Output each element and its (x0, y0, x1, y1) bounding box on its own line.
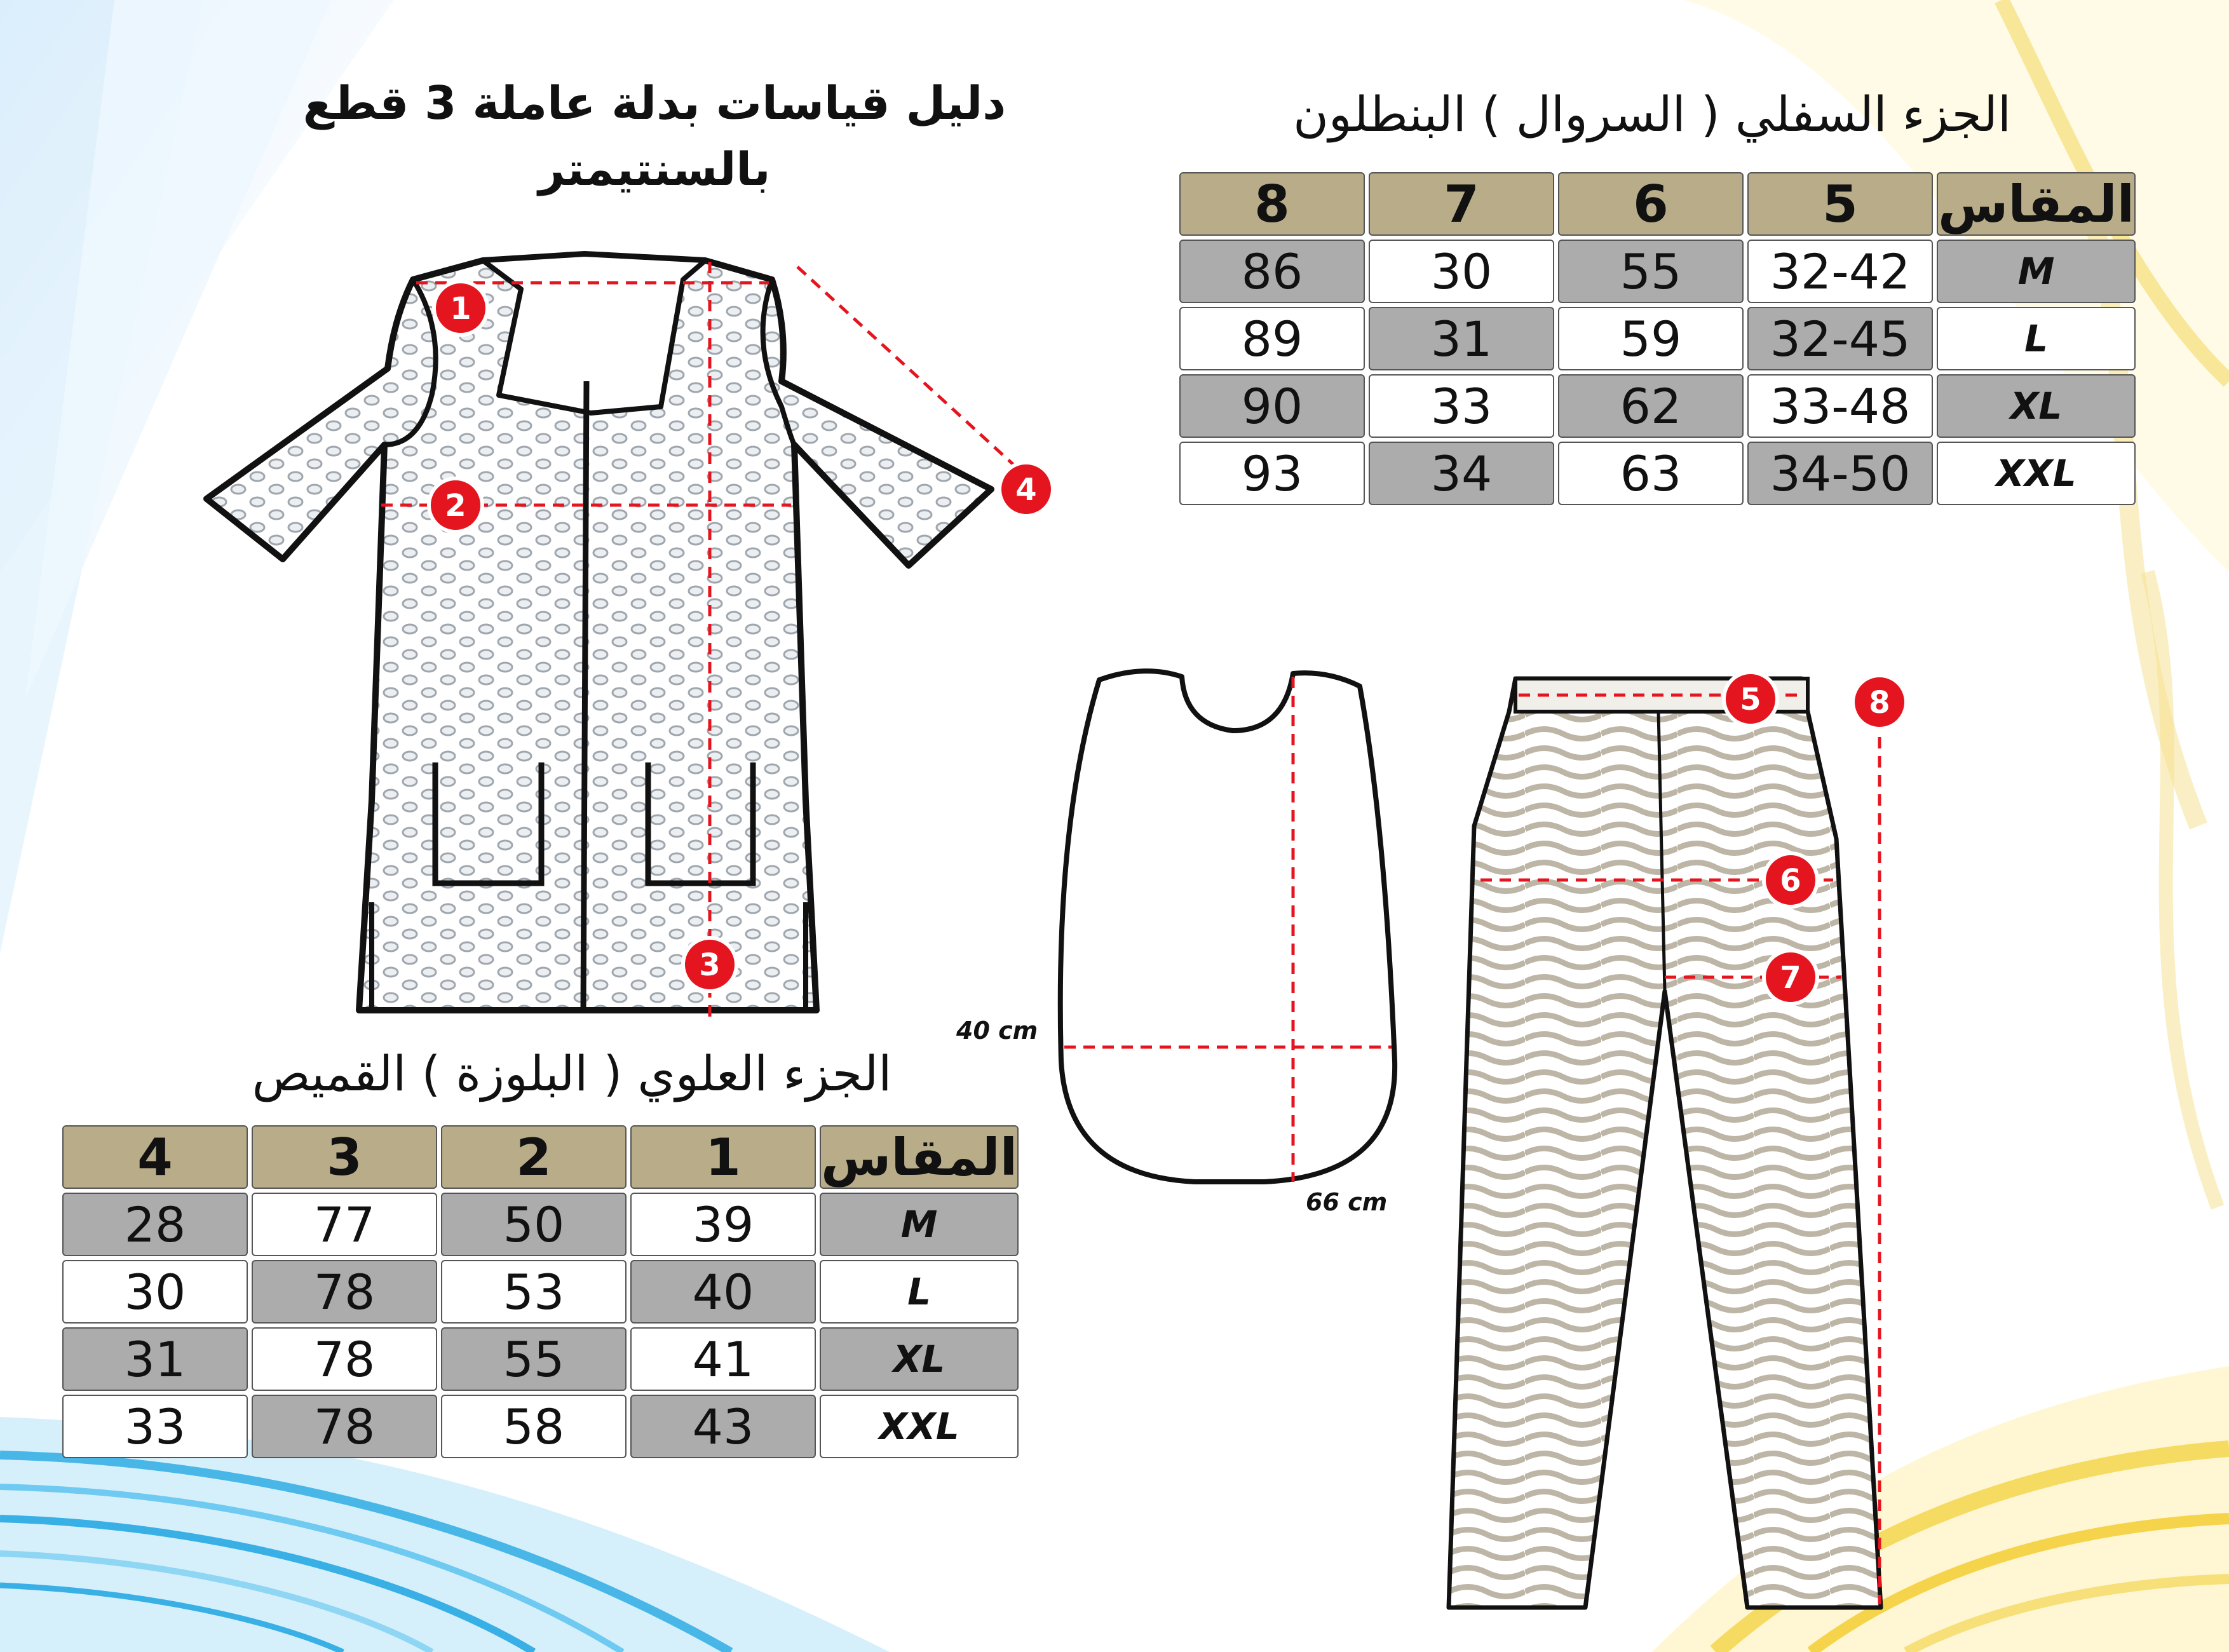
apron-body (1060, 671, 1395, 1182)
header-cell: 6 (1558, 172, 1744, 236)
table-cell: 78 (252, 1395, 437, 1458)
shirt-section-title: الجزء العلوي ( البلوزة ) القميص (252, 1045, 892, 1102)
table-cell: 93 (1179, 442, 1365, 505)
table-cell: 34-50 (1747, 442, 1933, 505)
marker-8 (1853, 675, 1906, 729)
table-cell: 78 (252, 1260, 437, 1324)
size-cell: XXL (1937, 442, 2136, 505)
table-cell: 77 (252, 1193, 437, 1256)
table-cell: 30 (62, 1260, 248, 1324)
apron-width-label: 40 cm (956, 1017, 1038, 1045)
svg-text:5: 5 (1740, 682, 1761, 717)
header-cell: 7 (1369, 172, 1554, 236)
svg-text:8: 8 (1869, 685, 1890, 721)
table-cell: 33 (1369, 374, 1554, 438)
size-cell: M (1937, 240, 2136, 303)
marker-6 (1764, 853, 1817, 907)
marker-4 (999, 463, 1053, 516)
table-cell: 50 (441, 1193, 627, 1256)
table-cell: 28 (62, 1193, 248, 1256)
table-cell: 62 (1558, 374, 1744, 438)
pants-body (1449, 679, 1881, 1608)
table-cell: 30 (1369, 240, 1554, 303)
size-cell: XL (1937, 374, 2136, 438)
header-cell: 5 (1747, 172, 1933, 236)
page-title-line1: دليل قياسات بدلة عاملة 3 قطع (302, 76, 1006, 130)
marker-5 (1724, 672, 1777, 726)
pants-drawing (1449, 672, 1906, 1608)
table-cell: 31 (62, 1327, 248, 1391)
table-cell: 33 (62, 1395, 248, 1458)
svg-text:3: 3 (699, 947, 721, 983)
table-cell: 58 (441, 1395, 627, 1458)
table-cell: 40 (630, 1260, 816, 1324)
marker-7 (1764, 951, 1817, 1004)
header-cell: 1 (630, 1125, 816, 1189)
apron-length-label: 66 cm (1306, 1188, 1388, 1216)
table-cell: 43 (630, 1395, 816, 1458)
table-cell: 90 (1179, 374, 1365, 438)
table-cell: 86 (1179, 240, 1365, 303)
table-cell: 39 (630, 1193, 816, 1256)
svg-text:1: 1 (450, 291, 471, 327)
table-cell: 78 (252, 1327, 437, 1391)
size-cell: XXL (820, 1395, 1019, 1458)
header-cell: 4 (62, 1125, 248, 1189)
table-cell: 33-48 (1747, 374, 1933, 438)
size-cell: L (1937, 307, 2136, 370)
table-cell: 34 (1369, 442, 1554, 505)
pants-section-title: الجزء السفلي ( السروال ) البنطلون (1293, 86, 2011, 142)
table-cell: 53 (441, 1260, 627, 1324)
marker-1 (434, 281, 487, 335)
size-cell: M (820, 1193, 1019, 1256)
size-cell: XL (820, 1327, 1019, 1391)
table-cell: 32-45 (1747, 307, 1933, 370)
svg-text:6: 6 (1780, 863, 1801, 898)
size-cell: L (820, 1260, 1019, 1324)
marker-2 (429, 478, 482, 532)
svg-text:4: 4 (1015, 472, 1037, 508)
header-cell: 3 (252, 1125, 437, 1189)
apron-drawing (956, 671, 1395, 1216)
marker-3 (683, 938, 736, 991)
page-title-line2: بالسنتيمتر (538, 142, 771, 196)
shirt-placket (583, 381, 586, 1010)
shirt-drawing (207, 254, 1053, 1017)
table-cell: 89 (1179, 307, 1365, 370)
table-cell: 41 (630, 1327, 816, 1391)
svg-text:2: 2 (445, 488, 466, 524)
header-cell-size: المقاس (1937, 172, 2136, 236)
table-cell: 31 (1369, 307, 1554, 370)
table-cell: 32-42 (1747, 240, 1933, 303)
table-cell: 59 (1558, 307, 1744, 370)
table-cell: 63 (1558, 442, 1744, 505)
svg-text:7: 7 (1780, 960, 1801, 996)
header-cell: 2 (441, 1125, 627, 1189)
header-cell: 8 (1179, 172, 1365, 236)
table-cell: 55 (441, 1327, 627, 1391)
header-cell-size: المقاس (820, 1125, 1019, 1189)
table-cell: 55 (1558, 240, 1744, 303)
